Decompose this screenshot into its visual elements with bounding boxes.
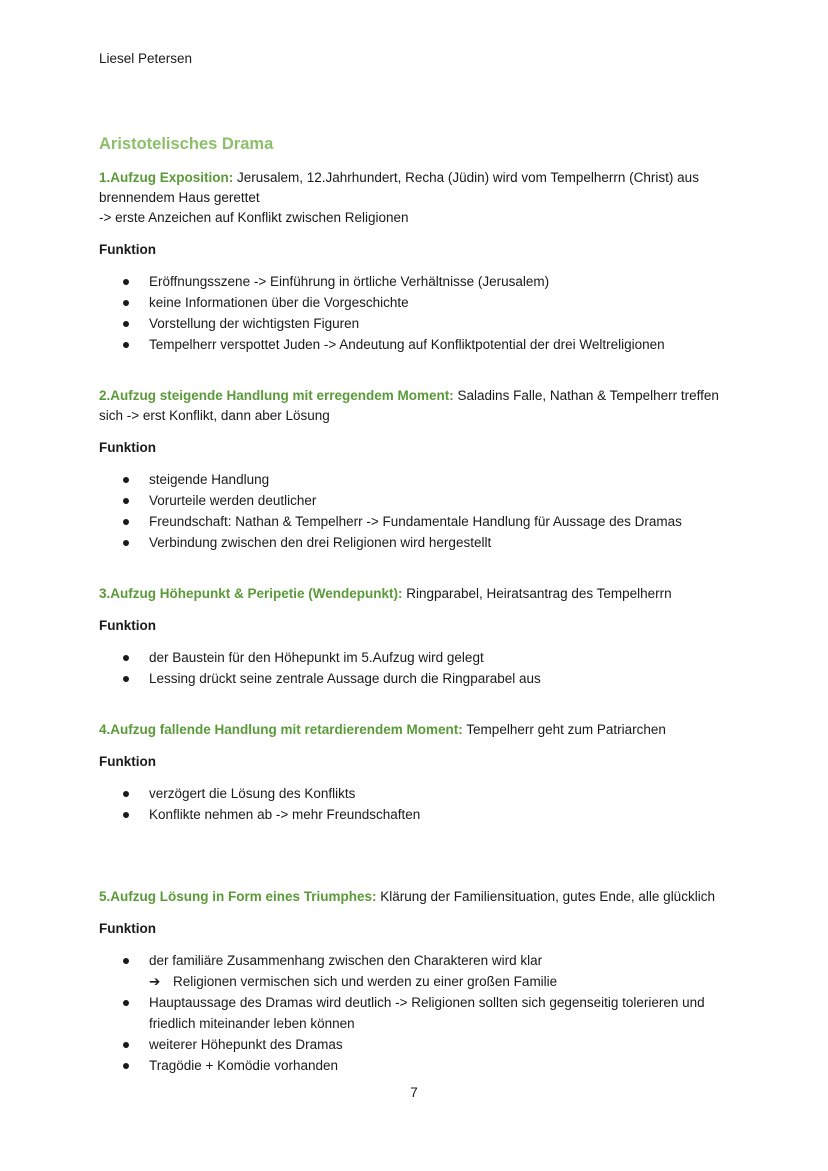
bullet-list: [99, 647, 739, 689]
list-item: [99, 668, 739, 689]
bullet-list: [99, 783, 739, 825]
list-item-text: Lessing drückt seine zentrale Aussage durch die Ringparabel aus: [149, 671, 541, 686]
list-item-text: der familiäre Zusammenhang zwischen den Charakteren wird klar: [149, 953, 543, 968]
bullet-icon: [123, 540, 129, 546]
section-aufzug-3: [99, 584, 739, 689]
list-item-text: Tragödie + Komödie vorhanden: [149, 1058, 338, 1073]
section-text: Saladins Falle, Nathan & Tempelherr treffen sich -> erst Konflikt, dann aber Lösung: [99, 388, 719, 423]
section-aufzug-2: [99, 386, 739, 553]
bullet-icon: [123, 958, 129, 964]
section-heading: [99, 386, 739, 426]
list-item: [99, 783, 739, 804]
bullet-icon: [123, 300, 129, 306]
funktion-heading: Funktion: [99, 242, 156, 257]
bullet-icon: [123, 655, 129, 661]
section-label: 4.Aufzug fallende Handlung mit retardierendem Moment:: [99, 722, 463, 737]
section-text: Ringparabel, Heiratsantrag des Tempelherrn: [402, 586, 672, 601]
section-text: Tempelherr geht zum Patriarchen: [462, 722, 666, 737]
list-item: [99, 532, 739, 553]
bullet-icon: [123, 279, 129, 285]
list-item-text: Verbindung zwischen den drei Religionen wird hergestellt: [149, 535, 492, 550]
list-item: [99, 804, 739, 825]
funktion-heading: Funktion: [99, 754, 156, 769]
bullet-icon: [123, 1042, 129, 1048]
list-item: [99, 271, 739, 292]
bullet-list: [99, 271, 739, 355]
list-item-text: Hauptaussage des Dramas wird deutlich -> Religionen sollten sich gegenseitig tolerieren und friedlich miteinander leben können: [149, 995, 705, 1031]
funktion-heading: Funktion: [99, 618, 156, 633]
section-label: 5.Aufzug Lösung in Form eines Triumphes:: [99, 889, 377, 904]
list-item-text: verzögert die Lösung des Konflikts: [149, 786, 356, 801]
list-item: [99, 992, 739, 1034]
list-item-text: weiterer Höhepunkt des Dramas: [149, 1037, 343, 1052]
list-item-text: der Baustein für den Höhepunkt im 5.Aufzug wird gelegt: [149, 650, 484, 665]
bullet-icon: [123, 519, 129, 525]
section-heading: [99, 887, 739, 907]
funktion-heading: Funktion: [99, 921, 156, 936]
section-heading: [99, 168, 739, 208]
bullet-icon: [123, 1063, 129, 1069]
bullet-icon: [123, 342, 129, 348]
list-item: [99, 490, 739, 511]
section-heading: [99, 584, 739, 604]
bullet-list: [99, 950, 739, 971]
list-item-text: Konflikte nehmen ab -> mehr Freundschaften: [149, 807, 421, 822]
section-aufzug-4: [99, 720, 739, 825]
section-label: 3.Aufzug Höhepunkt & Peripetie (Wendepunkt):: [99, 586, 403, 601]
page-title: Aristotelisches Drama: [99, 135, 274, 153]
section-text: Jerusalem, 12.Jahrhundert, Recha (Jüdin) wird vom Tempelherrn (Christ) aus brennendem Haus gerettet: [99, 170, 699, 205]
list-item: [99, 292, 739, 313]
section-heading: [99, 720, 739, 740]
bullet-icon: [123, 791, 129, 797]
list-item: [99, 647, 739, 668]
list-item-text: steigende Handlung: [149, 472, 270, 487]
sub-arrow-item: [99, 971, 739, 992]
list-item-text: Freundschaft: Nathan & Tempelherr -> Fundamentale Handlung für Aussage des Dramas: [149, 514, 682, 529]
bullet-icon: [123, 321, 129, 327]
author-header: Liesel Petersen: [99, 51, 193, 66]
section-aufzug-5: [99, 887, 739, 1076]
list-item-text: Vorstellung der wichtigsten Figuren: [149, 316, 360, 331]
list-item: [99, 469, 739, 490]
list-item-text: keine Informationen über die Vorgeschichte: [149, 295, 409, 310]
arrow-right-icon: ➔: [149, 974, 161, 989]
section-aufzug-1: [99, 168, 739, 355]
page-number: 7: [410, 1085, 418, 1100]
section-label: 1.Aufzug Exposition:: [99, 170, 234, 185]
list-item-text: Tempelherr verspottet Juden -> Andeutung auf Konfliktpotential der drei Weltreligionen: [149, 337, 665, 352]
bullet-list: [99, 992, 739, 1076]
sub-arrow-text: Religionen vermischen sich und werden zu einer großen Familie: [173, 974, 558, 989]
bullet-icon: [123, 498, 129, 504]
list-item-text: Vorurteile werden deutlicher: [149, 493, 317, 508]
funktion-heading: Funktion: [99, 440, 156, 455]
section-label: 2.Aufzug steigende Handlung mit erregendem Moment:: [99, 388, 454, 403]
bullet-list: [99, 469, 739, 553]
list-item: [99, 334, 739, 355]
list-item: [99, 313, 739, 334]
list-item: [99, 1055, 739, 1076]
bullet-icon: [123, 477, 129, 483]
list-item: [99, 950, 739, 971]
list-item-text: Eröffnungsszene -> Einführung in örtliche Verhältnisse (Jerusalem): [149, 274, 550, 289]
list-item: [99, 511, 739, 532]
bullet-icon: [123, 676, 129, 682]
bullet-icon: [123, 812, 129, 818]
list-item: [99, 1034, 739, 1055]
bullet-icon: [123, 1000, 129, 1006]
section-text: Klärung der Familiensituation, gutes Ende, alle glücklich: [376, 889, 715, 904]
section-extra-text: -> erste Anzeichen auf Konflikt zwischen Religionen: [99, 210, 409, 225]
